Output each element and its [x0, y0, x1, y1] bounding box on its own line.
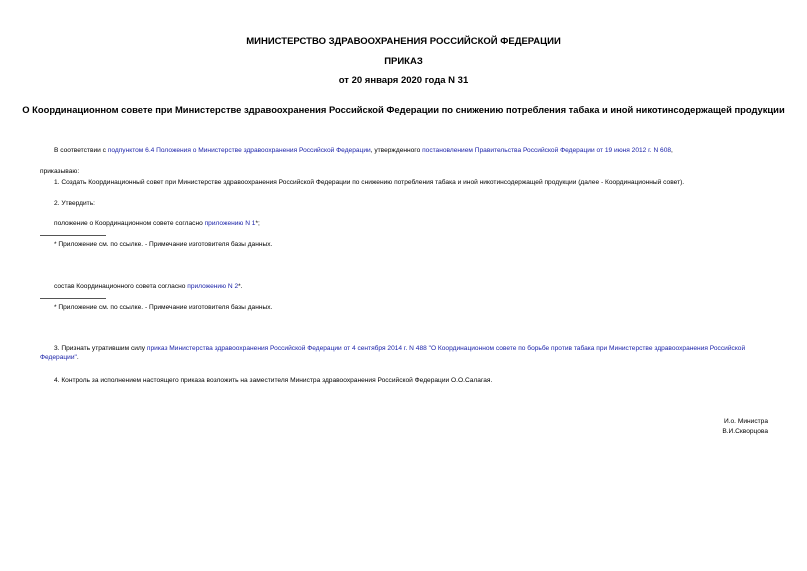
item-2-regulation-line: [54, 219, 260, 228]
footnote-divider: [40, 235, 106, 236]
order-type-heading: ПРИКАЗ: [384, 56, 423, 67]
item-1: 1. Создать Координационный совет при Министерстве здравоохранения Российской Федерации по снижению потребления табака и иной никотинсодержащей продукции (далее - Координационный совет).: [54, 179, 685, 186]
item-2-composition-line: [54, 282, 243, 291]
link-appendix-1[interactable]: приложению N 1: [204, 220, 256, 227]
item-3: [40, 344, 776, 362]
preamble-text-3: ,: [671, 147, 673, 154]
item-2b-tail: *.: [238, 283, 243, 290]
signature-position: И.о. Министра: [723, 418, 768, 425]
item-4: 4. Контроль за исполнением настоящего приказа возложить на заместителя Министра здравоохранения Российской Федерации О.О.Салагая.: [54, 377, 493, 384]
order-date-heading: от 20 января 2020 года N 31: [338, 75, 469, 86]
preamble-text-2: , утвержденного: [370, 147, 423, 154]
order-word: приказываю:: [40, 168, 80, 175]
footnote-b: * Приложение см. по ссылке. - Примечание изготовителя базы данных.: [54, 304, 273, 311]
footnote-divider: [40, 298, 106, 299]
link-appendix-2[interactable]: приложению N 2: [187, 283, 239, 290]
ministry-heading: МИНИСТЕРСТВО ЗДРАВООХРАНЕНИЯ РОССИЙСКОЙ ФЕДЕРАЦИИ: [246, 36, 561, 47]
preamble-line: [54, 146, 673, 155]
signature-name: В.И.Скворцова: [722, 428, 768, 435]
item-2a-text: положение о Координационном совете согласно: [54, 220, 205, 227]
item-3-tail: .: [76, 354, 79, 361]
item-3-text: 3. Признать утратившим силу: [54, 345, 147, 352]
preamble-text-1: В соответствии с: [54, 147, 108, 154]
link-repealed-order[interactable]: приказ Министерства здравоохранения Российской Федерации от 4 сентября 2014 г. N 488 "О Координационном совете по борьбе против табака при Министерстве здравоохранения Российской Федерации": [40, 345, 746, 361]
document-title: О Координационном совете при Министерстве здравоохранения Российской Федерации по снижению потребления табака и иной никотинсодержащей продукции: [22, 104, 785, 115]
item-2-heading: 2. Утвердить:: [54, 200, 95, 207]
item-2a-tail: *;: [255, 220, 260, 227]
footnote-a: * Приложение см. по ссылке. - Примечание изготовителя базы данных.: [54, 241, 273, 248]
link-government-decree[interactable]: постановлением Правительства Российской Федерации от 19 июня 2012 г. N 608: [422, 147, 672, 154]
item-2b-text: состав Координационного совета согласно: [54, 283, 188, 290]
link-regulation-subclause[interactable]: подпунктом 6.4 Положения о Министерстве здравоохранения Российской Федерации: [107, 147, 371, 154]
